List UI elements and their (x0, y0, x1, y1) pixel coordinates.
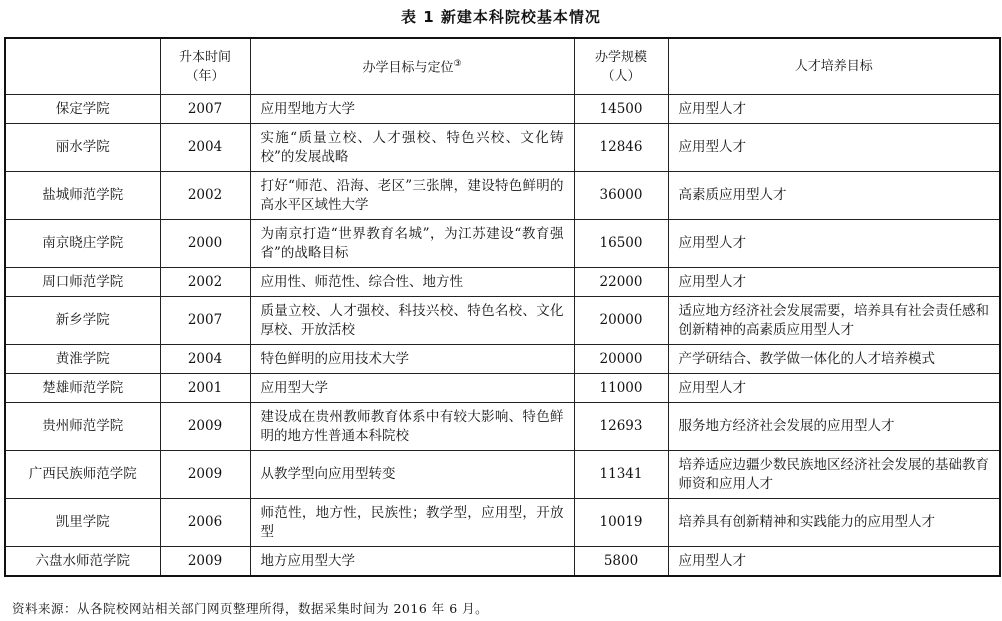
cell-name: 广西民族师范学院 (5, 451, 160, 499)
cell-scale: 5800 (574, 547, 668, 577)
header-year-line2: （年） (185, 68, 225, 84)
cell-year: 2009 (160, 403, 250, 451)
cell-goal: 建设成在贵州教师教育体系中有较大影响、特色鲜明的地方性普通本科院校 (250, 403, 574, 451)
cell-year: 2009 (160, 547, 250, 577)
cell-scale: 36000 (574, 172, 668, 220)
cell-goal: 应用型地方大学 (250, 95, 574, 124)
header-scale-line2: （人） (601, 68, 641, 84)
cell-scale: 11341 (574, 451, 668, 499)
cell-goal: 实施“质量立校、人才强校、特色兴校、文化铸校”的发展战略 (250, 124, 574, 172)
cell-year: 2007 (160, 297, 250, 345)
table-row (5, 124, 1000, 172)
cell-scale: 20000 (574, 297, 668, 345)
cell-scale: 20000 (574, 345, 668, 374)
colleges-table (4, 37, 1001, 577)
cell-name: 新乡学院 (5, 297, 160, 345)
cell-name: 楚雄师范学院 (5, 374, 160, 403)
cell-talent: 应用型人才 (668, 124, 1000, 172)
cell-talent: 高素质应用型人才 (668, 172, 1000, 220)
cell-year: 2002 (160, 268, 250, 297)
cell-talent: 适应地方经济社会发展需要，培养具有社会责任感和创新精神的高素质应用型人才 (668, 297, 1000, 345)
header-goal (250, 38, 574, 95)
cell-name: 凯里学院 (5, 499, 160, 547)
table-row (5, 547, 1000, 577)
source-note: 资料来源：从各院校网站相关部门网页整理所得，数据采集时间为 2016 年 6 月。 (12, 601, 489, 616)
table-row (5, 403, 1000, 451)
cell-year: 2002 (160, 172, 250, 220)
cell-goal: 为南京打造“世界教育名城”，为江苏建设“教育强省”的战略目标 (250, 220, 574, 268)
cell-name: 丽水学院 (5, 124, 160, 172)
cell-goal: 特色鲜明的应用技术大学 (250, 345, 574, 374)
cell-scale: 11000 (574, 374, 668, 403)
header-goal-label: 办学目标与定位 (362, 60, 454, 76)
table-row (5, 345, 1000, 374)
cell-scale: 14500 (574, 95, 668, 124)
cell-talent: 培养适应边疆少数民族地区经济社会发展的基础教育师资和应用人才 (668, 451, 1000, 499)
header-scale-line1: 办学规模 (594, 49, 647, 65)
cell-year: 2000 (160, 220, 250, 268)
cell-name: 盐城师范学院 (5, 172, 160, 220)
table-row (5, 297, 1000, 345)
cell-talent: 应用型人才 (668, 268, 1000, 297)
table-row (5, 172, 1000, 220)
cell-year: 2004 (160, 124, 250, 172)
cell-name: 六盘水师范学院 (5, 547, 160, 577)
cell-goal: 师范性，地方性，民族性；教学型，应用型，开放型 (250, 499, 574, 547)
cell-goal: 地方应用型大学 (250, 547, 574, 577)
header-name (5, 38, 160, 95)
cell-goal: 质量立校、人才强校、科技兴校、特色名校、文化厚校、开放活校 (250, 297, 574, 345)
table-row (5, 95, 1000, 124)
footnote-marker: ③ (453, 59, 462, 70)
table-row (5, 451, 1000, 499)
table-body (5, 95, 1000, 577)
cell-year: 2009 (160, 451, 250, 499)
cell-talent: 应用型人才 (668, 220, 1000, 268)
cell-talent: 应用型人才 (668, 374, 1000, 403)
cell-scale: 12846 (574, 124, 668, 172)
header-year-line1: 升本时间 (178, 49, 231, 65)
cell-name: 保定学院 (5, 95, 160, 124)
cell-scale: 10019 (574, 499, 668, 547)
cell-name: 贵州师范学院 (5, 403, 160, 451)
table-title: 表 1 新建本科院校基本情况 (401, 8, 601, 26)
cell-talent: 产学研结合、教学做一体化的人才培养模式 (668, 345, 1000, 374)
cell-goal: 应用性、师范性、综合性、地方性 (250, 268, 574, 297)
cell-goal: 从教学型向应用型转变 (250, 451, 574, 499)
cell-year: 2006 (160, 499, 250, 547)
cell-scale: 22000 (574, 268, 668, 297)
table-row (5, 499, 1000, 547)
cell-name: 周口师范学院 (5, 268, 160, 297)
cell-talent: 应用型人才 (668, 95, 1000, 124)
header-row (5, 38, 1000, 95)
cell-year: 2007 (160, 95, 250, 124)
cell-name: 南京晓庄学院 (5, 220, 160, 268)
header-talent: 人才培养目标 (668, 38, 1000, 95)
table-row (5, 374, 1000, 403)
cell-year: 2004 (160, 345, 250, 374)
table-row (5, 220, 1000, 268)
cell-scale: 16500 (574, 220, 668, 268)
cell-talent: 服务地方经济社会发展的应用型人才 (668, 403, 1000, 451)
header-year (160, 38, 250, 95)
cell-name: 黄淮学院 (5, 345, 160, 374)
header-scale (574, 38, 668, 95)
cell-talent: 培养具有创新精神和实践能力的应用型人才 (668, 499, 1000, 547)
cell-goal: 打好“师范、沿海、老区”三张牌，建设特色鲜明的高水平区域性大学 (250, 172, 574, 220)
cell-talent: 应用型人才 (668, 547, 1000, 577)
cell-goal: 应用型大学 (250, 374, 574, 403)
cell-scale: 12693 (574, 403, 668, 451)
cell-year: 2001 (160, 374, 250, 403)
table-row (5, 268, 1000, 297)
